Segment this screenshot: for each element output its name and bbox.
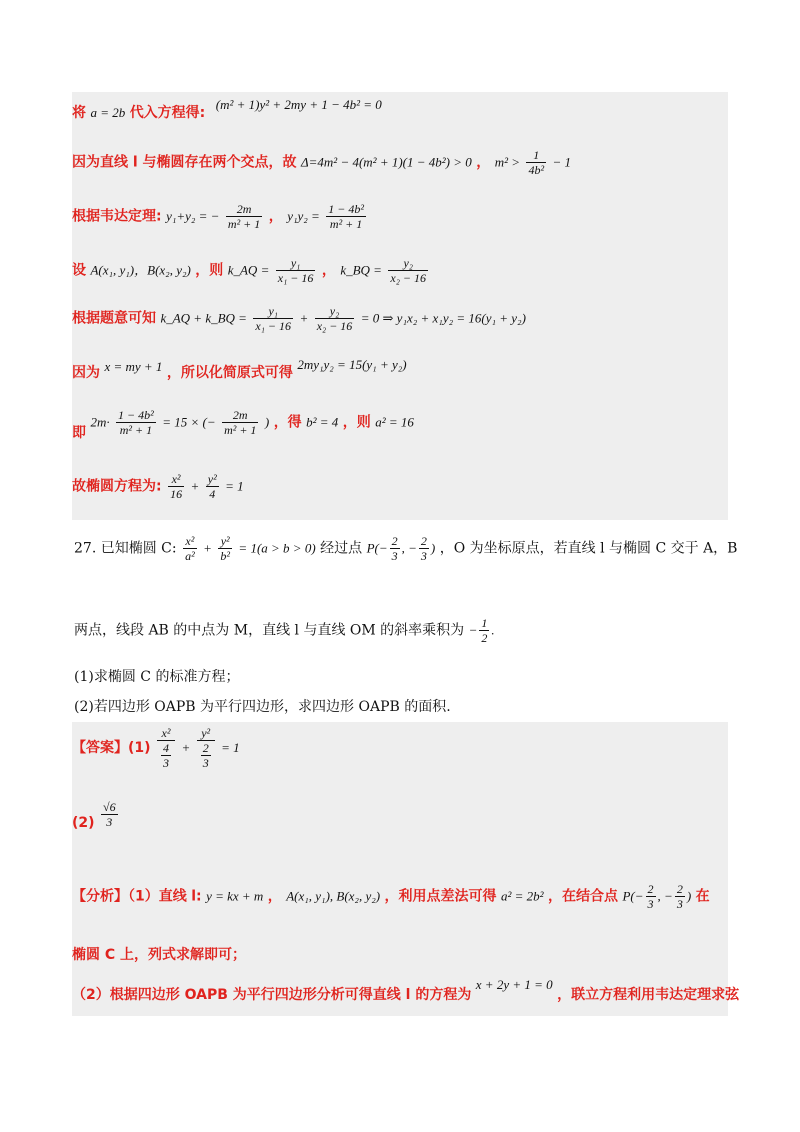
answer-part-2: (2) $\frac{√6}{3}$ — [72, 800, 116, 831]
analysis-line-1: 【分析】（1）直线 l: y = kx + m ， A(x₁, y₁), B(x₂, y₂) ，利用点差法可得 a² = 2b² ，在结合点 P(− $\frac{2}{3}$ , − $\frac{2}{3}$ ) 在 — [72, 882, 710, 911]
answer-block — [72, 722, 740, 1016]
fraction: $\frac{√6}{3}$ — [103, 800, 116, 829]
fraction: $\frac{2m}{\text{m² + 1}}$ — [224, 408, 257, 437]
solution-line-8: 故椭圆方程为: $\frac{\text{x²}}{16}$ + $\frac{\text{y²}}{4}$ = 1 — [72, 472, 244, 501]
solution-block — [72, 92, 728, 520]
fraction: $\frac{\text{x²}}{\frac{4}{3}}$ — [157, 726, 175, 770]
solution-line-5: 根据题意可知 k_AQ + k_BQ = $\frac{\text{y₁}}{\text{x₁ − 16}}$ + $\frac{\text{y₂}}{\text{x₂ − 16}}$ = 0 ⇒ y₁x₂ + x₁y₂ = 16(y₁ + y₂) — [72, 304, 526, 333]
fraction: $\frac{\text{y²}}{\text{b²}}$ — [220, 534, 230, 563]
solution-line-7: 即 2m· $\frac{\text{1 − 4b²}}{\text{m² + 1}}$ = 15 × (− $\frac{2m}{\text{m² + 1}}$ ) ，得 b² = 4 ，则 a² = 16 — [72, 408, 414, 441]
analysis-line-2: 椭圆 C 上，列式求解即可； — [72, 947, 247, 963]
solution-line-1: 将 a = 2b 代入方程得: (m² + 1)y² + 2my + 1 − 4b² = 0 — [72, 97, 382, 121]
fraction: $\frac{1}{2}$ — [481, 616, 488, 645]
problem-line-1: 27. 已知椭圆 C: $\frac{\text{x²}}{\text{a²}}$ + $\frac{\text{y²}}{\text{b²}}$ = 1(a > b > 0) 经过点 P(− $\frac{2}{3}$ , − $\frac{2}{3}$ ) ，O 为坐标原点，若直线 l 与椭圆 C 交于 A，B — [74, 534, 738, 563]
answer-part-1: 【答案】(1) $\frac{\text{x²}}{\frac{4}{3}}$ + $\frac{\text{y²}}{\frac{2}{3}}$ = 1 — [72, 726, 240, 770]
fraction: $\frac{\text{x²}}{16}$ — [170, 472, 183, 501]
analysis-line-3: （2）根据四边形 OAPB 为平行四边形分析可得直线 l 的方程为 x + 2y + 1 = 0 ，联立方程利用韦达定理求弦 — [72, 977, 740, 1003]
fraction: $\frac{2m}{\text{m² + 1}}$ — [227, 202, 261, 231]
fraction: $\frac{\text{y²}}{\frac{2}{3}}$ — [197, 726, 215, 770]
fraction: $\frac{2}{3}$ — [420, 534, 427, 563]
solution-line-6: 因为 x = my + 1 ，所以化简原式可得 2my₁y₂ = 15(y₁ + y₂) — [72, 357, 407, 381]
question-1: (1)求椭圆 C 的标准方程； — [74, 669, 240, 685]
fraction: $\frac{2}{3}$ — [647, 882, 654, 911]
solution-line-4: 设 A(x₁, y₁)，B(x₂, y₂) ，则 k_AQ = $\frac{\text{y₁}}{\text{x₁ − 16}}$ ， k_BQ = $\frac{\text{y₂}}{\text{x₂ − 16}}$ — [72, 256, 426, 285]
fraction: $\frac{\text{1 − 4b²}}{\text{m² + 1}}$ — [328, 202, 364, 231]
fraction: $\frac{1}{\text{4b²}}$ — [528, 148, 545, 177]
fraction: $\frac{\text{y²}}{4}$ — [207, 472, 217, 501]
fraction: $\frac{2}{3}$ — [676, 882, 683, 911]
solution-line-2: 因为直线 l 与椭圆存在两个交点，故 Δ=4m² − 4(m² + 1)(1 − 4b²) > 0 ， m² > $\frac{1}{\text{4b²}}$ − 1 — [72, 148, 572, 177]
fraction: $\frac{\text{1 − 4b²}}{\text{m² + 1}}$ — [118, 408, 154, 437]
fraction: $\frac{2}{3}$ — [391, 534, 398, 563]
solution-line-3: 根据韦达定理: y₁+y₂ = − $\frac{2m}{\text{m² + 1}}$ ， y₁y₂ = $\frac{\text{1 − 4b²}}{\text{m² + 1}}$ — [72, 202, 364, 231]
fraction: $\frac{\text{x²}}{\text{a²}}$ — [185, 534, 195, 563]
problem-line-2: 两点，线段 AB 的中点为 M，直线 l 与直线 OM 的斜率乘积为 − $\frac{1}{2}$ . — [74, 616, 495, 645]
question-2: (2)若四边形 OAPB 为平行四边形，求四边形 OAPB 的面积. — [74, 699, 451, 715]
fraction: $\frac{\text{y₁}}{\text{x₁ − 16}}$ — [277, 256, 314, 285]
fraction: $\frac{\text{y₁}}{\text{x₁ − 16}}$ — [255, 304, 292, 333]
fraction: $\frac{\text{y₂}}{\text{x₂ − 16}}$ — [390, 256, 426, 285]
fraction: $\frac{\text{y₂}}{\text{x₂ − 16}}$ — [316, 304, 353, 333]
